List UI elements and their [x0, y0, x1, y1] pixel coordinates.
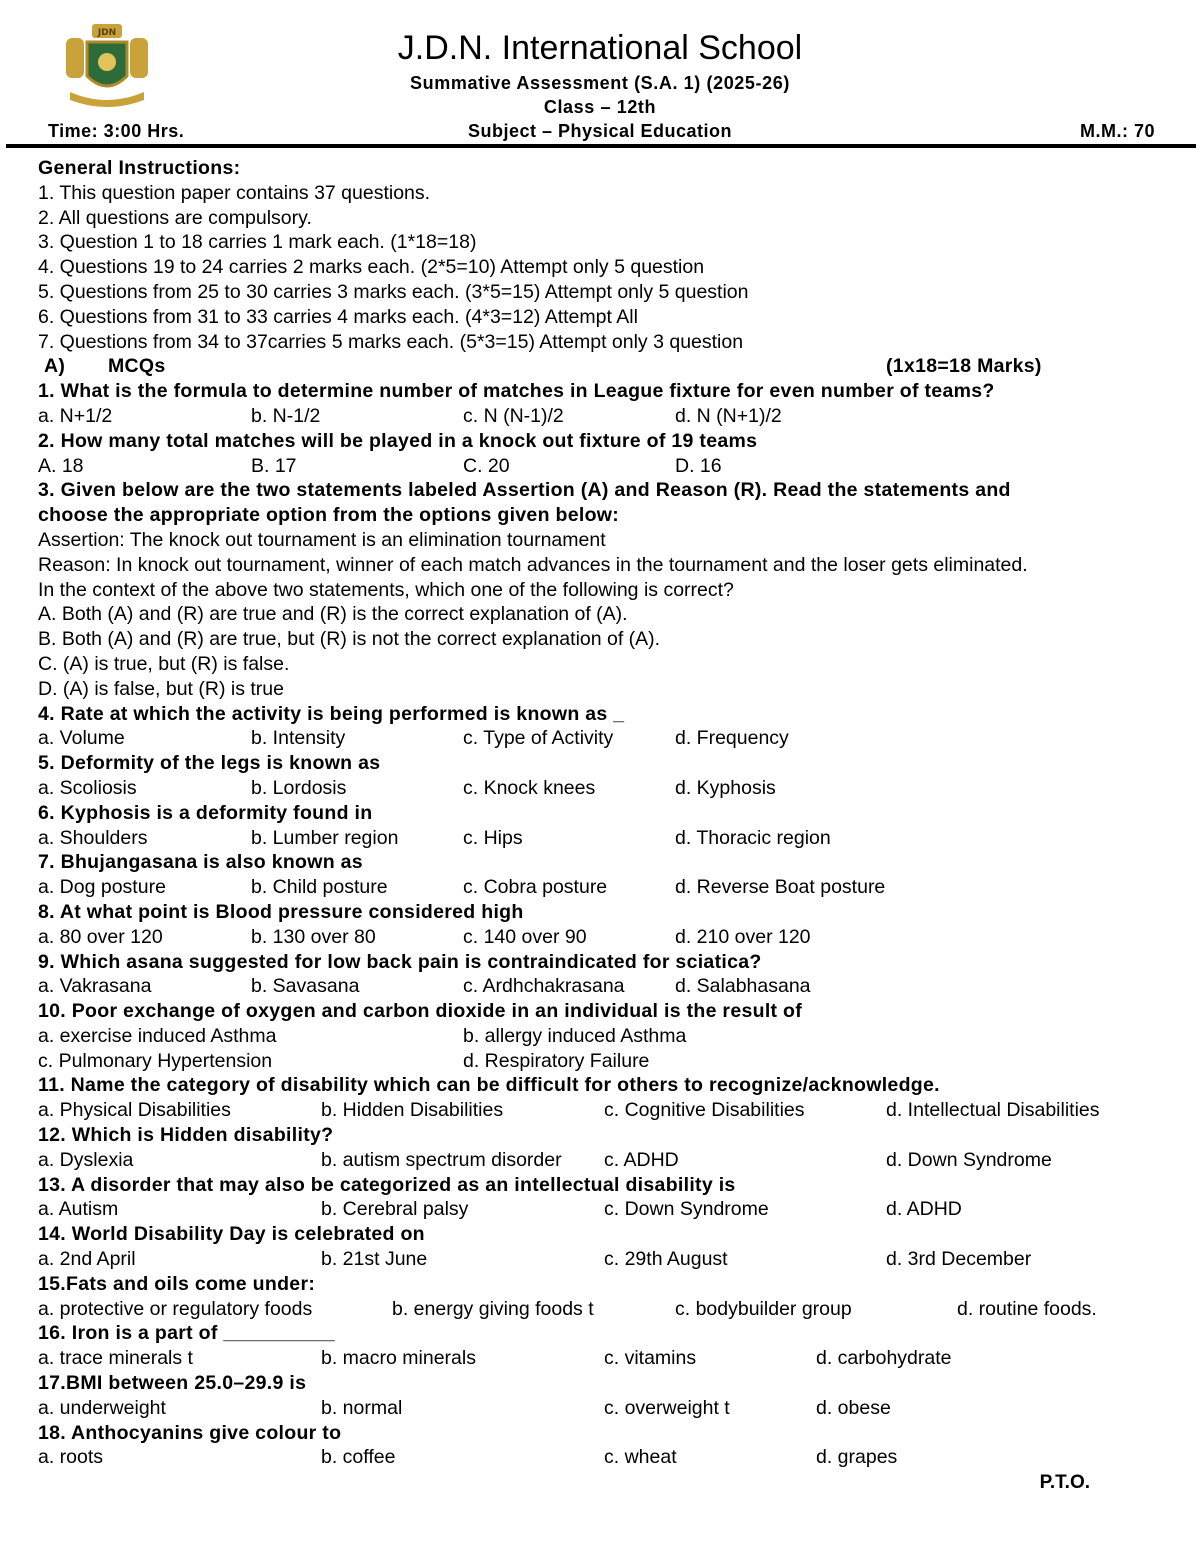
- option: B. 17: [251, 454, 297, 477]
- question-paper: [38, 156, 1178, 1470]
- school-name: J.D.N. International School: [397, 29, 803, 67]
- option: c. overweight t: [604, 1396, 730, 1419]
- option: B. Both (A) and (R) are true, but (R) is not the correct explanation of (A).: [38, 628, 661, 651]
- option: b. energy giving foods t: [392, 1297, 594, 1320]
- assertion: Assertion: The knock out tournament is an elimination tournament: [38, 528, 606, 551]
- option: a. 80 over 120: [38, 925, 163, 948]
- option: a. Shoulders: [38, 826, 148, 849]
- question-7: 7. Bhujangasana is also known as: [38, 851, 363, 874]
- option: b. normal: [321, 1396, 403, 1419]
- option: a. Autism: [38, 1198, 119, 1221]
- options-row: [38, 1346, 1178, 1371]
- question-13: 13. A disorder that may also be categorized as an intellectual disability is: [38, 1173, 736, 1196]
- option: a. Dyslexia: [38, 1148, 134, 1171]
- option: c. Down Syndrome: [604, 1198, 769, 1221]
- option: b. Savasana: [251, 975, 360, 998]
- option: c. ADHD: [604, 1148, 679, 1171]
- options-row: [38, 1396, 1178, 1421]
- options-row: [38, 1445, 1178, 1470]
- option: d. N (N+1)/2: [675, 404, 782, 427]
- instruction-item: 3. Question 1 to 18 carries 1 mark each. (1*18=18): [38, 231, 477, 254]
- options-row: [38, 1024, 1178, 1049]
- question-2: 2. How many total matches will be played in a knock out fixture of 19 teams: [38, 429, 758, 452]
- option: d. 3rd December: [886, 1248, 1032, 1271]
- option: b. Hidden Disabilities: [321, 1099, 504, 1122]
- options-row: [38, 1197, 1178, 1222]
- option: b. Lumber region: [251, 826, 399, 849]
- options-row: [38, 826, 1178, 851]
- instruction-item: 2. All questions are compulsory.: [38, 206, 312, 229]
- page-turn-note: P.T.O.: [1039, 1472, 1090, 1493]
- option: D. 16: [675, 454, 722, 477]
- option: c. Hips: [463, 826, 523, 849]
- section-name: MCQs: [108, 355, 166, 378]
- option: A. Both (A) and (R) are true and (R) is the correct explanation of (A).: [38, 603, 628, 626]
- question-8: 8. At what point is Blood pressure considered high: [38, 900, 524, 923]
- instruction-item: 5. Questions from 25 to 30 carries 3 marks each. (3*5=15) Attempt only 5 question: [38, 280, 749, 303]
- time-label: Time: 3:00 Hrs.: [48, 121, 185, 141]
- class-label: Class – 12th: [543, 97, 657, 117]
- option: a. underweight: [38, 1396, 166, 1419]
- question-17: 17.BMI between 25.0–29.9 is: [38, 1372, 307, 1395]
- option: c. bodybuilder group: [675, 1297, 852, 1320]
- option: d. ADHD: [886, 1198, 962, 1221]
- option: d. Reverse Boat posture: [675, 876, 886, 899]
- option: c. Cobra posture: [463, 876, 608, 899]
- question-3-cont: choose the appropriate option from the options given below:: [38, 504, 620, 527]
- option: C. (A) is true, but (R) is false.: [38, 652, 290, 675]
- option: b. 130 over 80: [251, 925, 376, 948]
- option: c. Knock knees: [463, 776, 596, 799]
- option: d. 210 over 120: [675, 925, 811, 948]
- option: a. roots: [38, 1446, 104, 1469]
- option: A. 18: [38, 454, 84, 477]
- option: a. protective or regulatory foods: [38, 1297, 313, 1320]
- option: c. Pulmonary Hypertension: [38, 1049, 273, 1072]
- option: c. vitamins: [604, 1347, 697, 1370]
- option: b. N-1/2: [251, 404, 321, 427]
- option: C. 20: [463, 454, 510, 477]
- option: b. macro minerals: [321, 1347, 476, 1370]
- question-5: 5. Deformity of the legs is known as: [38, 752, 381, 775]
- option: d. Intellectual Disabilities: [886, 1099, 1100, 1122]
- question-4: 4. Rate at which the activity is being performed is known as _: [38, 702, 625, 725]
- options-row: [38, 1098, 1178, 1123]
- option: c. 140 over 90: [463, 925, 587, 948]
- instruction-item: 6. Questions from 31 to 33 carries 4 marks each. (4*3=12) Attempt All: [38, 305, 638, 328]
- option: c. Ardhchakrasana: [463, 975, 625, 998]
- section-label: A): [44, 355, 66, 378]
- question-15: 15.Fats and oils come under:: [38, 1272, 316, 1295]
- option: a. exercise induced Asthma: [38, 1024, 277, 1047]
- option: a. trace minerals t: [38, 1347, 193, 1370]
- option: b. coffee: [321, 1446, 396, 1469]
- instruction-item: 4. Questions 19 to 24 carries 2 marks each. (2*5=10) Attempt only 5 question: [38, 256, 705, 279]
- instruction-item: 7. Questions from 34 to 37carries 5 marks each. (5*3=15) Attempt only 3 question: [38, 330, 744, 353]
- option: d. Respiratory Failure: [463, 1049, 650, 1072]
- question-3: 3. Given below are the two statements labeled Assertion (A) and Reason (R). Read the statements and: [38, 479, 1011, 502]
- question-10: 10. Poor exchange of oxygen and carbon dioxide in an individual is the result of: [38, 1000, 803, 1023]
- option: a. Scoliosis: [38, 776, 137, 799]
- section-marks: (1x18=18 Marks): [886, 355, 1042, 378]
- option: b. Child posture: [251, 876, 388, 899]
- option: b. Cerebral palsy: [321, 1198, 469, 1221]
- option: c. N (N-1)/2: [463, 404, 564, 427]
- option: d. obese: [816, 1396, 891, 1419]
- question-1: 1. What is the formula to determine number of matches in League fixture for even number of teams?: [38, 380, 995, 403]
- options-row: [38, 404, 1178, 429]
- option: d. Kyphosis: [675, 776, 776, 799]
- option: d. Frequency: [675, 727, 789, 750]
- option: d. carbohydrate: [816, 1347, 952, 1370]
- option: a. Volume: [38, 727, 125, 750]
- question-6: 6. Kyphosis is a deformity found in: [38, 801, 373, 824]
- option: d. grapes: [816, 1446, 898, 1469]
- option: d. routine foods.: [957, 1297, 1097, 1320]
- option: b. Intensity: [251, 727, 346, 750]
- option: a. N+1/2: [38, 404, 113, 427]
- option: b. Lordosis: [251, 776, 347, 799]
- section-heading: [38, 354, 1178, 379]
- option: d. Thoracic region: [675, 826, 831, 849]
- options-row: [38, 726, 1178, 751]
- option: c. 29th August: [604, 1248, 728, 1271]
- options-row: [38, 1049, 1178, 1074]
- option: d. Down Syndrome: [886, 1148, 1052, 1171]
- reason: Reason: In knock out tournament, winner of each match advances in the tournament and the loser gets eliminated.: [38, 553, 1028, 576]
- option: a. Physical Disabilities: [38, 1099, 231, 1122]
- options-row: [38, 1148, 1178, 1173]
- option: a. 2nd April: [38, 1248, 136, 1271]
- option: b. allergy induced Asthma: [463, 1024, 687, 1047]
- instruction-item: 1. This question paper contains 37 questions.: [38, 181, 431, 204]
- options-row: [38, 776, 1178, 801]
- question-14: 14. World Disability Day is celebrated on: [38, 1223, 425, 1246]
- options-row: [38, 1297, 1178, 1322]
- question-18: 18. Anthocyanins give colour to: [38, 1421, 342, 1444]
- option: a. Vakrasana: [38, 975, 152, 998]
- option: c. Cognitive Disabilities: [604, 1099, 805, 1122]
- question-16: 16. Iron is a part of __________: [38, 1322, 335, 1345]
- option: D. (A) is false, but (R) is true: [38, 677, 284, 700]
- header-divider: [6, 144, 1196, 148]
- question-11: 11. Name the category of disability which can be difficult for others to recognize/acknowledge.: [38, 1074, 940, 1097]
- options-row: [38, 974, 1178, 999]
- option: c. wheat: [604, 1446, 677, 1469]
- instructions-title: General Instructions:: [38, 157, 241, 179]
- max-marks: M.M.: 70: [1079, 121, 1155, 141]
- option: b. 21st June: [321, 1248, 428, 1271]
- subject-label: Subject – Physical Education: [467, 121, 733, 141]
- option: d. Salabhasana: [675, 975, 811, 998]
- assessment-title: Summative Assessment (S.A. 1) (2025-26): [410, 73, 790, 93]
- option: a. Dog posture: [38, 876, 166, 899]
- option: c. Type of Activity: [463, 727, 614, 750]
- option: b. autism spectrum disorder: [321, 1148, 562, 1171]
- context: In the context of the above two statements, which one of the following is correct?: [38, 578, 734, 601]
- options-row: [38, 454, 1178, 479]
- options-row: [38, 875, 1178, 900]
- question-9: 9. Which asana suggested for low back pain is contraindicated for sciatica?: [38, 950, 762, 973]
- logo-text: JDN: [97, 28, 117, 38]
- options-row: [38, 1247, 1178, 1272]
- question-12: 12. Which is Hidden disability?: [38, 1124, 334, 1147]
- options-row: [38, 925, 1178, 950]
